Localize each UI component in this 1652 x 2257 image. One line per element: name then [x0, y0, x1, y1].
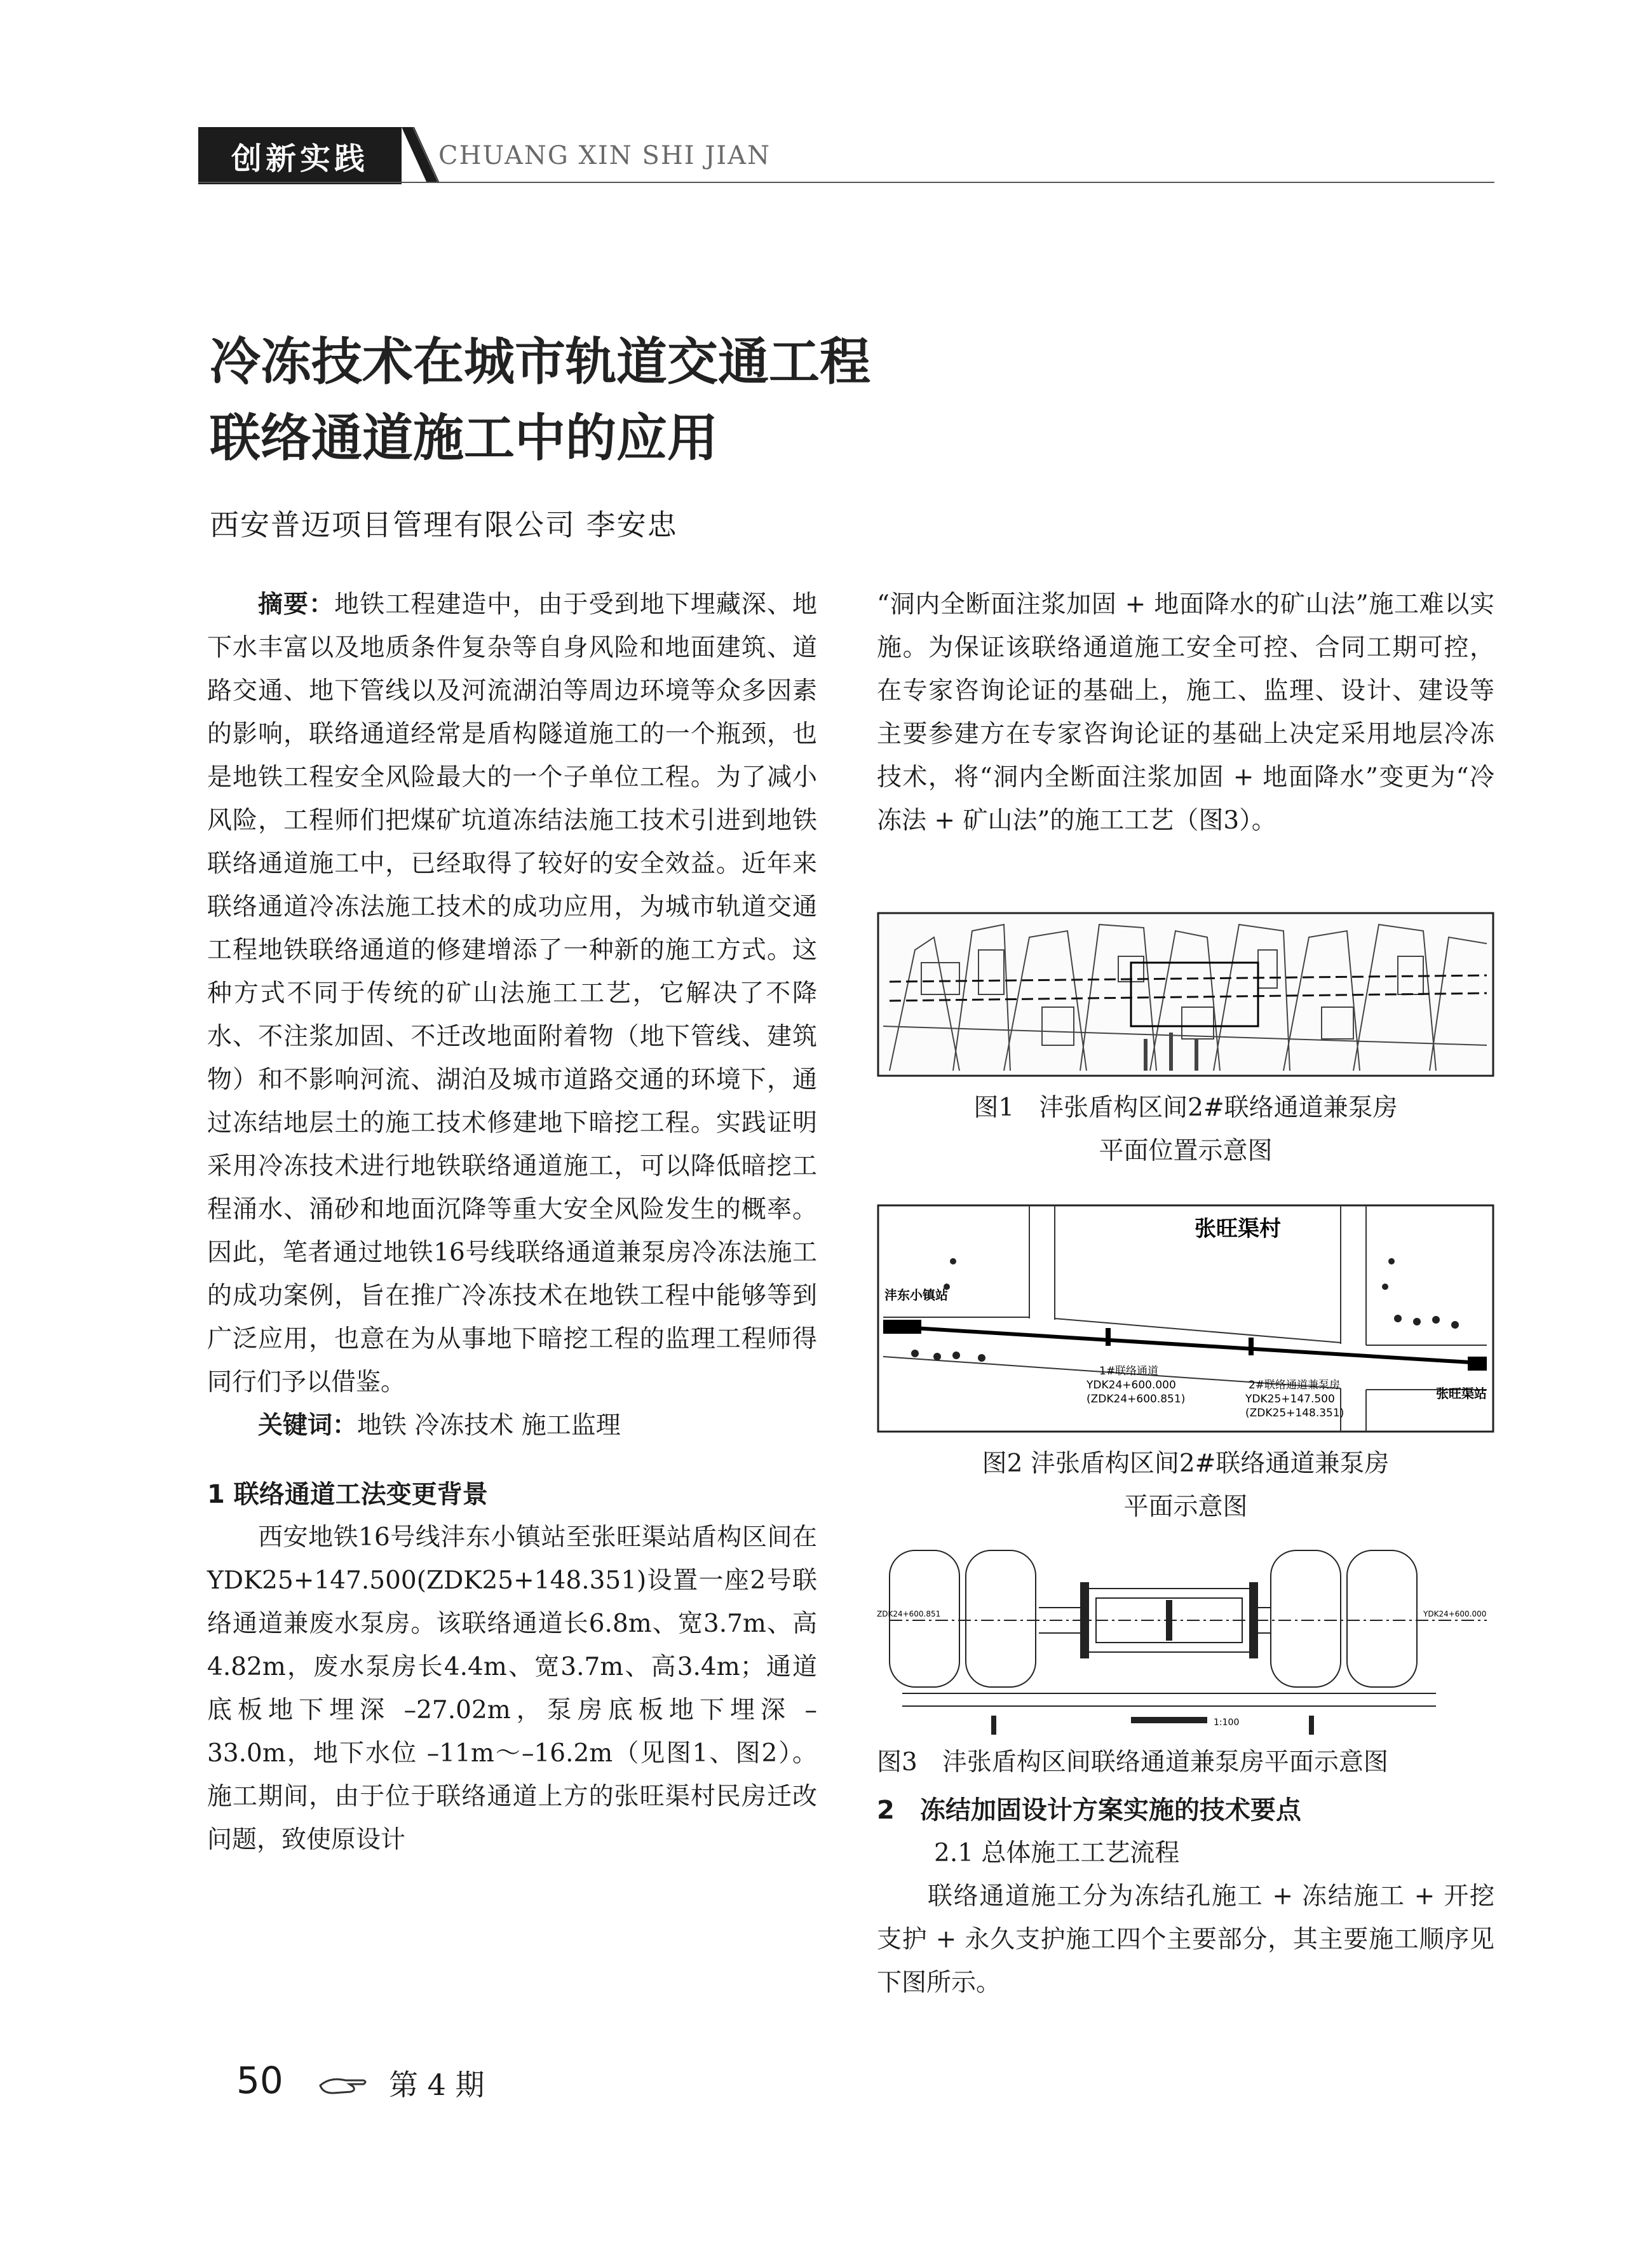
- author-line: 西安普迈项目管理有限公司 李安忠: [210, 508, 678, 542]
- figure3-scale: 1:100: [1214, 1718, 1240, 1728]
- right-column-bottom: [877, 1789, 1494, 2005]
- left-column: [207, 583, 817, 1862]
- figure2-village-label: 张旺渠村: [1195, 1216, 1281, 1242]
- section2-subheading: 2.1 总体施工工艺流程: [934, 1839, 1180, 1867]
- keywords: [207, 1404, 817, 1447]
- figure2-passage2-mileage-alt: (ZDK25+148.351): [1245, 1407, 1344, 1420]
- section-tag: 创新实践: [198, 127, 402, 184]
- figure2-station-left: 沣东小镇站: [884, 1287, 948, 1303]
- issue-label: 第 4 期: [389, 2068, 485, 2102]
- figure2-passage1-mileage: YDK24+600.000: [1087, 1379, 1176, 1392]
- right-column-top: [877, 583, 1494, 843]
- keywords-label: 关键词：: [258, 1411, 358, 1440]
- figure1-site-plan: [877, 912, 1494, 1077]
- figure2-plan-schematic: [877, 1204, 1494, 1433]
- section2-paragraph: 联络通道施工分为冻结孔施工 + 冻结施工 + 开挖支护 + 永久支护施工四个主要部分，其主要施工顺序见下图所示。: [877, 1882, 1494, 1997]
- keywords-text: 地铁 冷冻技术 施工监理: [357, 1411, 621, 1440]
- header-slant-decoration: [402, 127, 440, 184]
- article-title-line2: 联络通道施工中的应用: [210, 409, 718, 468]
- section1-paragraph-cont: “洞内全断面注浆加固 + 地面降水的矿山法”施工难以实施。为保证该联络通道施工安全可控、合同工期可控，在专家咨询论证的基础上，施工、监理、设计、建设等主要参建方在专家咨询论证的基础上决定采用地层冷冻技术，将“洞内全断面注浆加固 + 地面降水”变更为“冷冻法 + 矿山法”的施工工艺（图3）。: [877, 590, 1494, 835]
- figure3-right-mileage: YDK24+600.000: [1423, 1610, 1487, 1618]
- header-rule: [198, 182, 1494, 183]
- section1-heading: 1 联络通道工法变更背景: [207, 1480, 488, 1509]
- page-number: 50: [236, 2059, 283, 2102]
- figure2-caption-line1: 图2 沣张盾构区间2#联络通道兼泵房: [982, 1449, 1390, 1478]
- abstract-label: 摘要：: [258, 590, 335, 619]
- figure2-passage2-name: 2#联络通道兼泵房: [1249, 1379, 1341, 1392]
- figure1-caption-line1: 图1 沣张盾构区间2#联络通道兼泵房: [973, 1094, 1398, 1122]
- figure3-left-mileage: ZDK24+600.851: [877, 1610, 941, 1618]
- figure2-station-right: 张旺渠站: [1436, 1386, 1487, 1401]
- article-title-line1: 冷冻技术在城市轨道交通工程: [210, 332, 870, 391]
- section-subtitle: CHUANG XIN SHI JIAN: [438, 141, 771, 170]
- hand-pointer-icon: [318, 2073, 369, 2098]
- figure3-caption: 图3 沣张盾构区间联络通道兼泵房平面示意图: [877, 1748, 1388, 1777]
- figure2-passage2-mileage: YDK25+147.500: [1245, 1393, 1335, 1406]
- figure2-passage1-mileage-alt: (ZDK24+600.851): [1087, 1393, 1186, 1406]
- figure2-caption-line2: 平面示意图: [1123, 1493, 1248, 1521]
- abstract: [207, 583, 817, 1404]
- abstract-text: 地铁工程建造中，由于受到地下埋藏深、地下水丰富以及地质条件复杂等自身风险和地面建筑、道路交通、地下管线以及河流湖泊等周边环境等众多因素的影响，联络通道经常是盾构隧道施工的一个瓶颈，也是地铁工程安全风险最大的一个子单位工程。为了减小风险，工程师们把煤矿坑道冻结法施工技术引进到地铁联络通道施工中，已经取得了较好的安全效益。近年来联络通道冷冻法施工技术的成功应用，为城市轨道交通工程地铁联络通道的修建增添了一种新的施工方式。这种方式不同于传统的矿山法施工工艺，它解决了不降水、不注浆加固、不迁改地面附着物（地下管线、建筑物）和不影响河流、湖泊及城市道路交通的环境下，通过冻结地层土的施工技术修建地下暗挖工程。实践证明采用冷冻技术进行地铁联络通道施工，可以降低暗挖工程涌水、涌砂和地面沉降等重大安全风险发生的概率。因此，笔者通过地铁16号线联络通道兼泵房冷冻法施工的成功案例，旨在推广冷冻技术在地铁工程中能够等到广泛应用，也意在为从事地下暗挖工程的监理工程师得同行们予以借鉴。: [207, 590, 817, 1397]
- section2-heading: 2 冻结加固设计方案实施的技术要点: [877, 1796, 1301, 1825]
- section1-paragraph: 西安地铁16号线沣东小镇站至张旺渠站盾构区间在YDK25+147.500(ZDK25+148.351)设置一座2号联络通道兼废水泵房。该联络通道长6.8m、宽3.7m、高4.82m，废水泵房长4.4m、宽3.7m、高3.4m；通道底板地下埋深 –27.02m，泵房底板地下埋深 –33.0m，地下水位 –11m～–16.2m（见图1、图2）。施工期间，由于位于联络通道上方的张旺渠村民房迁改问题，致使原设计: [207, 1523, 817, 1854]
- figure1-caption-line2: 平面位置示意图: [1099, 1137, 1273, 1165]
- figure3-passage-plan: [877, 1544, 1494, 1741]
- figure2-passage1-name: 1#联络通道: [1099, 1365, 1159, 1378]
